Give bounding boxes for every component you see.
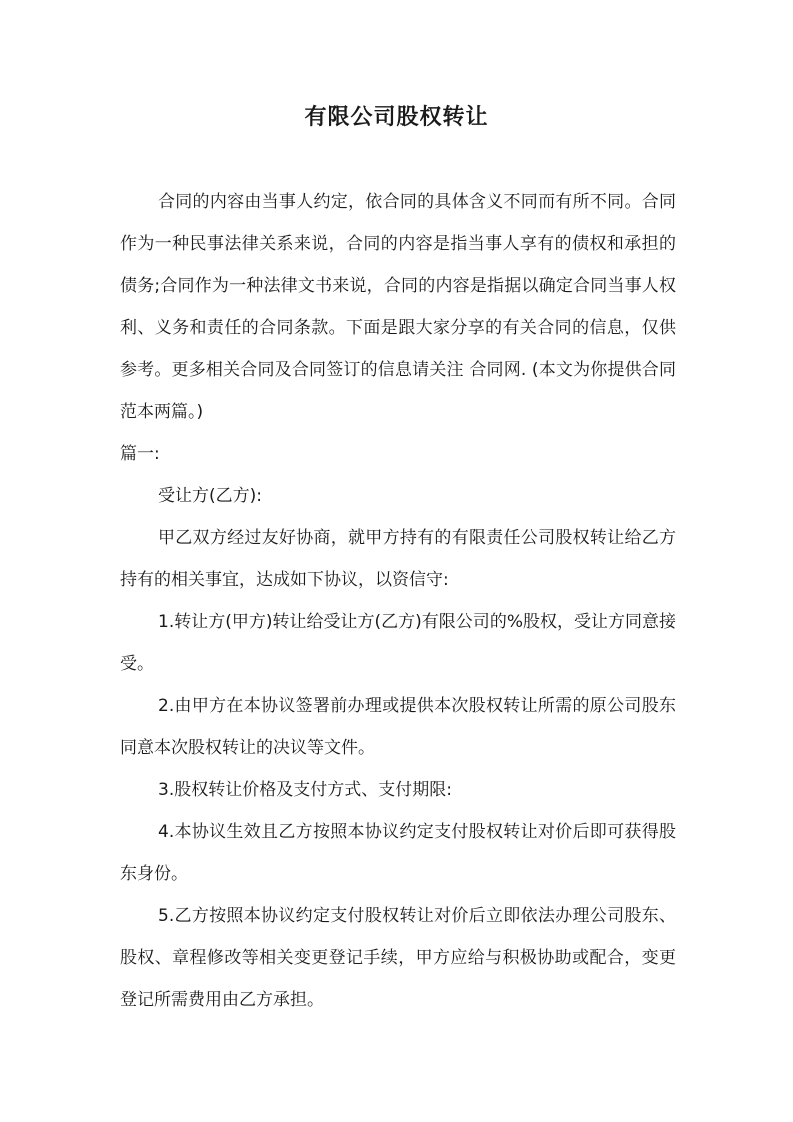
clause-5: 5.乙方按照本协议约定支付股权转让对价后立即依法办理公司股东、股权、章程修改等相关变更登记手续，甲方应给与积极协助或配合，变更登记所需费用由乙方承担。: [120, 906, 676, 1010]
clause-4: 4.本协议生效且乙方按照本协议约定支付股权转让对价后即可获得股东身份。: [120, 822, 676, 884]
preamble-paragraph: 甲乙双方经过友好协商，就甲方持有的有限责任公司股权转让给乙方持有的相关事宜，达成如下协议，以资信守:: [120, 528, 676, 590]
document-title: 有限公司股权转让: [304, 105, 489, 130]
intro-paragraph: 合同的内容由当事人约定，依合同的具体含义不同而有所不同。合同作为一种民事法律关系来说，合同的内容是指当事人享有的债权和承担的债务;合同作为一种法律文书来说，合同的内容是指据以确定合同当事人权利、义务和责任的合同条款。下面是跟大家分享的有关合同的信息，仅供参考。更多相关合同及合同签订的信息请关注 合同网. (本文为你提供合同范本两篇。): [120, 192, 676, 422]
clause-2: 2.由甲方在本协议签署前办理或提供本次股权转让所需的原公司股东同意本次股权转让的决议等文件。: [120, 696, 676, 758]
clause-1: 1.转让方(甲方)转让给受让方(乙方)有限公司的%股权，受让方同意接受。: [120, 612, 676, 674]
clause-3: 3.股权转让价格及支付方式、支付期限:: [158, 780, 452, 800]
section-label: 篇一:: [120, 444, 160, 464]
transferee-line: 受让方(乙方):: [158, 486, 262, 506]
